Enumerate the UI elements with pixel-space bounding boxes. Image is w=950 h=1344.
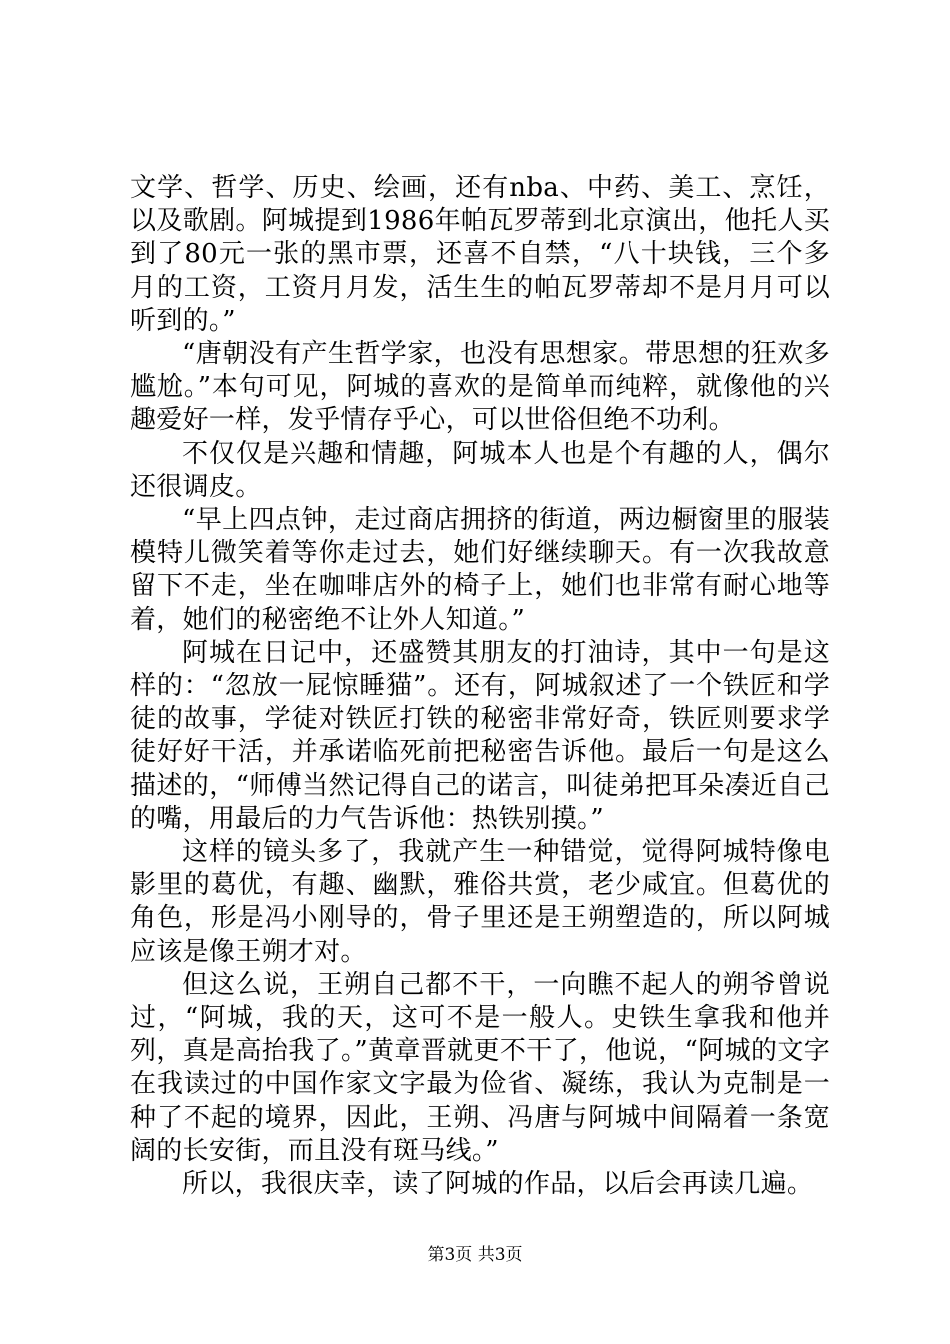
paragraph-7: 但这么说，王朔自己都不干，一向瞧不起人的朔爷曾说过，“阿城，我的天，这可不是一般人。史铁生拿我和他并列，真是高抬我了。”黄章晋就更不干了，他说，“阿城的文字在我读过的中国作家文字最为俭省、凝练，我认为克制是一种了不起的境界，因此，王朔、冯唐与阿城中间隔着一条宽阔的长安街，而且没有斑马线。”	[130, 969, 830, 1166]
paragraph-3: 不仅仅是兴趣和情趣，阿城本人也是个有趣的人，偶尔还很调皮。	[130, 438, 830, 502]
paragraph-2: “唐朝没有产生哲学家，也没有思想家。带思想的狂欢多尴尬。”本句可见，阿城的喜欢的是简单而纯粹，就像他的兴趣爱好一样，发乎情存乎心，可以世俗但绝不功利。	[130, 339, 830, 436]
page-footer	[0, 1244, 950, 1266]
paragraph-1: 文学、哲学、历史、绘画，还有nba、中药、美工、烹饪，以及歌剧。阿城提到1986年帕瓦罗蒂到北京演出，他托人买到了80元一张的黑市票，还喜不自禁，“八十块钱，三个多月的工资，工资月月发，活生生的帕瓦罗蒂却不是月月可以听到的。”	[130, 173, 830, 336]
paragraph-8: 所以，我很庆幸，读了阿城的作品，以后会再读几遍。	[182, 1169, 814, 1200]
paragraph-4: “早上四点钟，走过商店拥挤的街道，两边橱窗里的服装模特儿微笑着等你走过去，她们好继续聊天。有一次我故意留下不走，坐在咖啡店外的椅子上，她们也非常有耐心地等着，她们的秘密绝不让外人知道。”	[130, 505, 830, 635]
document-body	[130, 172, 830, 1201]
paragraph-6: 这样的镜头多了，我就产生一种错觉，觉得阿城特像电影里的葛优，有趣、幽默，雅俗共赏，老少咸宜。但葛优的角色，形是冯小刚导的，骨子里还是王朔塑造的，所以阿城应该是像王朔才对。	[130, 837, 830, 967]
page-number: 第3页 共3页	[427, 1245, 523, 1265]
paragraph-5: 阿城在日记中，还盛赞其朋友的打油诗，其中一句是这样的：“忽放一屁惊睡猫”。还有，阿城叙述了一个铁匠和学徒的故事，学徒对铁匠打铁的秘密非常好奇，铁匠则要求学徒好好干活，并承诺临死前把秘密告诉他。最后一句是这么描述的，“师傅当然记得自己的诺言，叫徒弟把耳朵凑近自己的嘴，用最后的力气告诉他：热铁别摸。”	[130, 637, 830, 834]
